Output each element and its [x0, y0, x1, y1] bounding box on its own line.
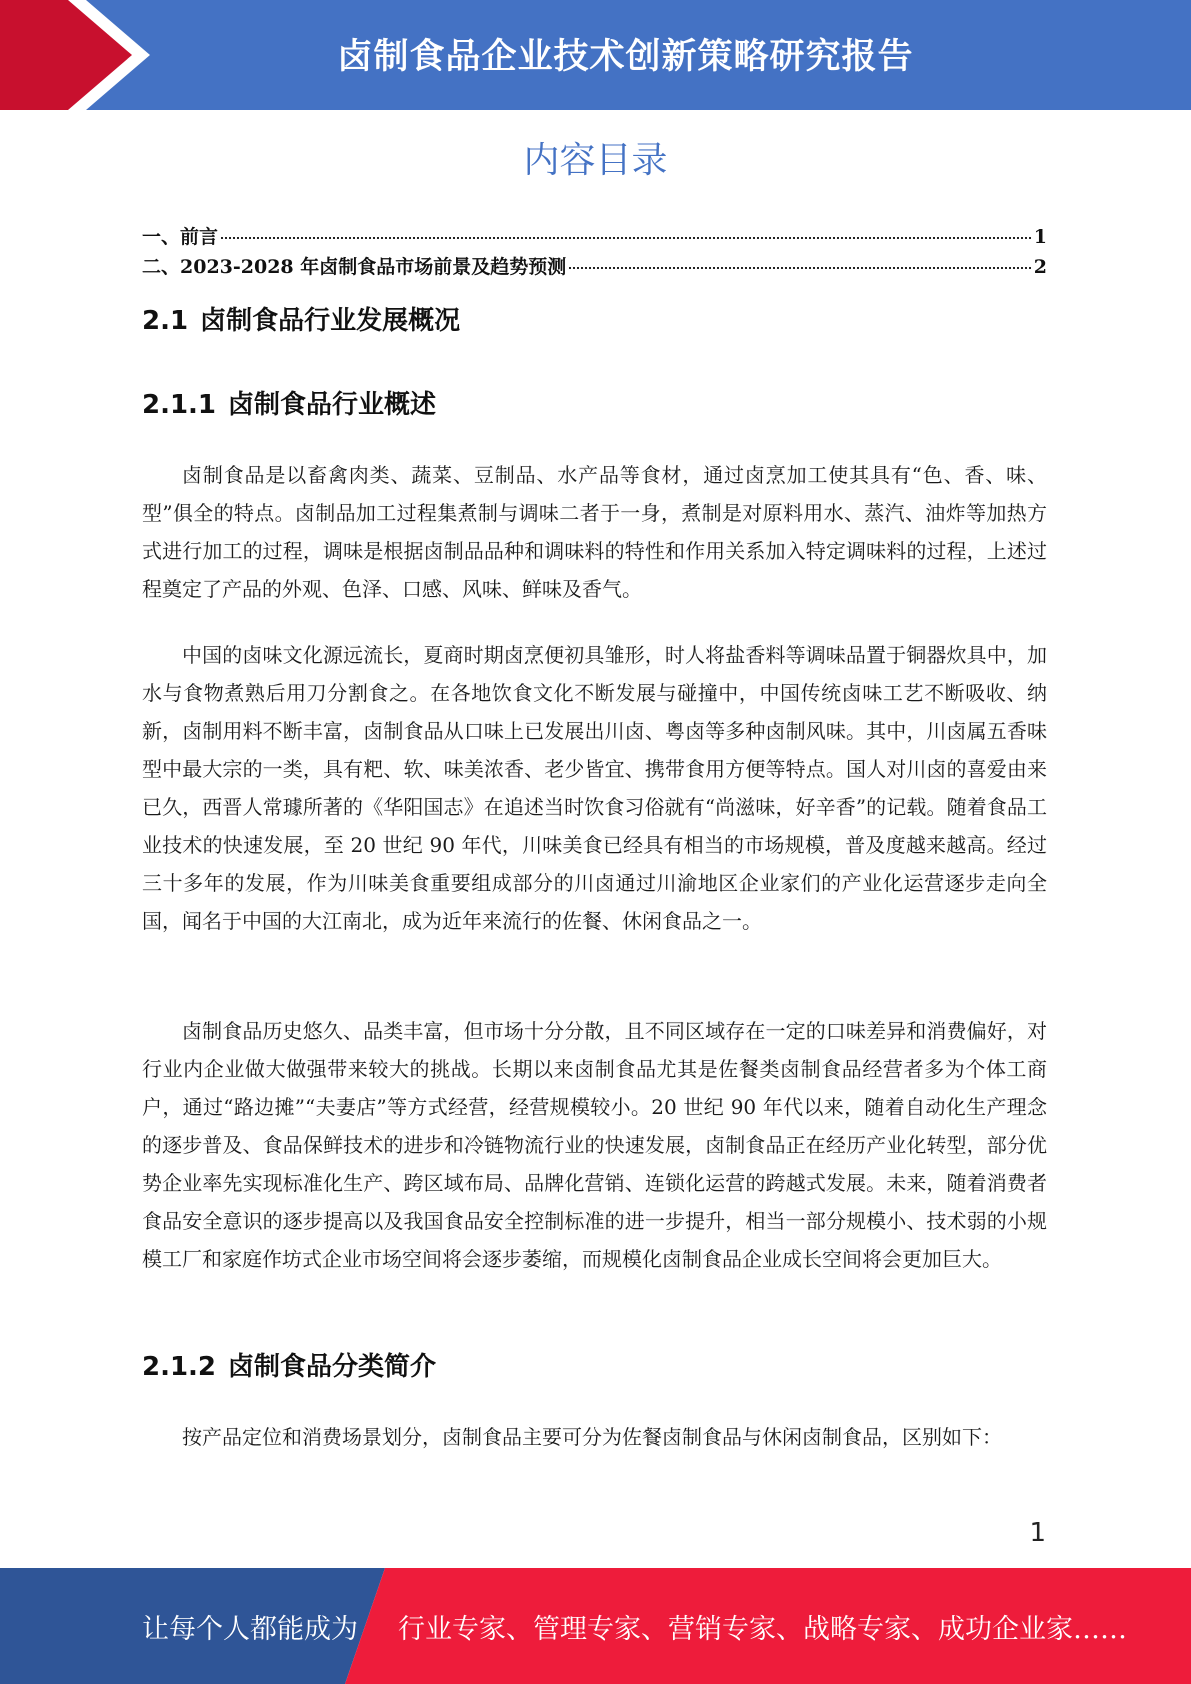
page-footer — [0, 1568, 1191, 1684]
section-title: 卤制食品行业发展概况 — [200, 306, 461, 336]
section-heading-2-1 — [142, 300, 460, 337]
toc-leader-dots — [569, 267, 1031, 269]
toc-entry-preface[interactable] — [142, 222, 1047, 252]
section-title: 卤制食品分类简介 — [228, 1352, 437, 1382]
toc-entry-market-outlook[interactable] — [142, 252, 1047, 282]
paragraph-market: 卤制食品历史悠久、品类丰富，但市场十分分散，且不同区域存在一定的口味差异和消费偏好，对行业内企业做大做强带来较大的挑战。长期以来卤制食品尤其是佐餐类卤制食品经营者多为个体工商户，通过“路边摊”“夫妻店”等方式经营，经营规模较小。20 世纪 90 年代以来，随着自动化生产理念的逐步普及、食品保鲜技术的进步和冷链物流行业的快速发展，卤制食品正在经历产业化转型，部分优势企业率先实现标准化生产、跨区域布局、品牌化营销、连锁化运营的跨越式发展。未来，随着消费者食品安全意识的逐步提高以及我国食品安全控制标准的进一步提升，相当一部分规模小、技术弱的小规模工厂和家庭作坊式企业市场空间将会逐步萎缩，而规模化卤制食品企业成长空间将会更加巨大。 — [142, 1019, 1047, 1271]
section-heading-2-1-2 — [142, 1346, 436, 1383]
toc-leader-dots — [221, 237, 1031, 239]
footer-slogan-right: 行业专家、管理专家、营销专家、战略专家、成功企业家…… — [398, 1613, 1127, 1645]
paragraph-history: 中国的卤味文化源远流长，夏商时期卤烹便初具雏形，时人将盐香料等调味品置于铜器炊具中，加水与食物煮熟后用刀分割食之。在各地饮食文化不断发展与碰撞中，中国传统卤味工艺不断吸收、纳新，卤制用料不断丰富，卤制食品从口味上已发展出川卤、粤卤等多种卤制风味。其中，川卤属五香味型中最大宗的一类，具有粑、软、味美浓香、老少皆宜、携带食用方便等特点。国人对川卤的喜爱由来已久，西晋人常璩所著的《华阳国志》在追述当时饮食习俗就有“尚滋味，好辛香”的记载。随着食品工业技术的快速发展，至 20 世纪 90 年代，川味美食已经具有相当的市场规模，普及度越来越高。经过三十多年的发展，作为川味美食重要组成部分的川卤通过川渝地区企业家们的产业化运营逐步走向全国，闻名于中国的大江南北，成为近年来流行的佐餐、休闲食品之一。 — [142, 643, 1047, 933]
toc-entry-label: 一、前言 — [142, 226, 219, 248]
toc-heading: 内容目录 — [523, 140, 668, 181]
header-arrow-icon — [0, 0, 160, 110]
footer-slogan-left: 让每个人都能成为 — [142, 1613, 358, 1645]
toc-entry-page: 2 — [1033, 256, 1047, 278]
section-number: 2.1.1 — [142, 390, 217, 420]
section-title: 卤制食品行业概述 — [228, 390, 437, 420]
section-number: 2.1 — [142, 306, 189, 336]
document-title: 卤制食品企业技术创新策略研究报告 — [337, 37, 914, 77]
section-number: 2.1.2 — [142, 1352, 217, 1382]
paragraph-classification: 按产品定位和消费场景划分，卤制食品主要可分为佐餐卤制食品与休闲卤制食品，区别如下： — [182, 1425, 1002, 1449]
section-heading-2-1-1 — [142, 384, 436, 421]
toc-entry-page: 1 — [1033, 226, 1047, 248]
page-number: 1 — [1029, 1518, 1046, 1548]
table-of-contents — [142, 222, 1047, 282]
paragraph-definition: 卤制食品是以畜禽肉类、蔬菜、豆制品、水产品等食材，通过卤烹加工使其具有“色、香、味、型”俱全的特点。卤制品加工过程集煮制与调味二者于一身，煮制是对原料用水、蒸汽、油炸等加热方式进行加工的过程，调味是根据卤制品品种和调味料的特性和作用关系加入特定调味料的过程，上述过程奠定了产品的外观、色泽、口感、风味、鲜味及香气。 — [142, 463, 1047, 601]
page-header — [0, 0, 1191, 110]
toc-entry-label: 二、2023-2028 年卤制食品市场前景及趋势预测 — [142, 256, 567, 278]
header-arrow-red-shape — [0, 0, 132, 110]
